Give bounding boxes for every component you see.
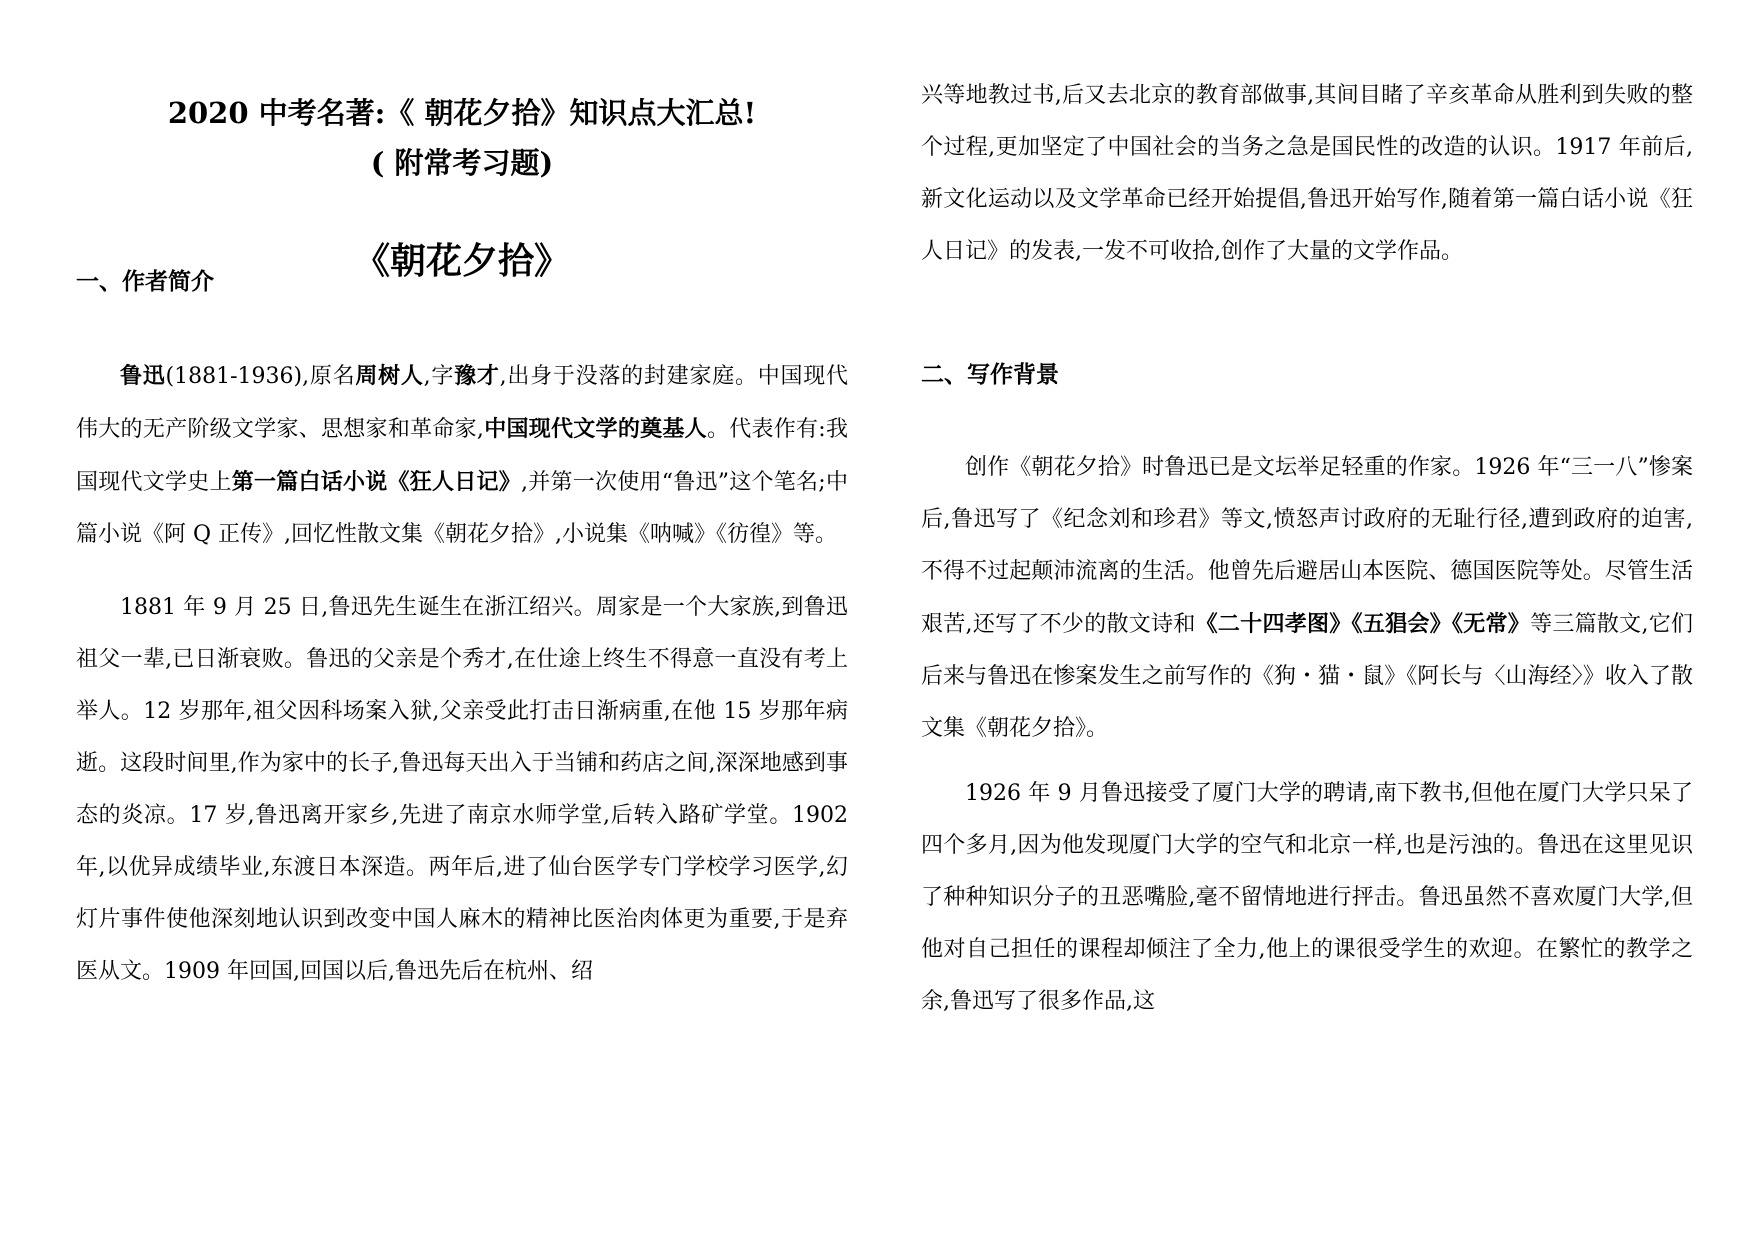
text-span: 。代表作有:我国现代文学史上 (76, 417, 848, 495)
bold-text-span: 中国现代文学的奠基人 (483, 416, 707, 442)
bold-text-span: 第一篇白话小说《狂人日记》 (231, 469, 522, 495)
book-title: 《朝花夕拾》 (353, 240, 570, 282)
title-line-1: 2020 中考名著:《 朝花夕拾》知识点大汇总! (167, 96, 757, 130)
bold-text-span: 周树人 (355, 363, 424, 389)
text-span: ,字 (423, 364, 455, 389)
bold-text-span: 《二十四孝图》《五猖会》《无常》 (1195, 611, 1531, 637)
section-heading-background: 二、写作背景 (921, 362, 1059, 388)
document-title (76, 88, 848, 188)
biography-continued-paragraph: 兴等地教过书,后又去北京的教育部做事,其间目睹了辛亥革命从胜利到失败的整个过程,更加坚定了中国社会的当务之急是国民性的改造的认识。1917 年前后,新文化运动以及文学革命已经开始提倡,鲁迅开始写作,随着第一篇白话小说《狂人日记》的发表,一发不可收拾,创作了大量的文学作品。 (921, 83, 1693, 264)
text-span: (1881-1936),原名 (165, 364, 356, 389)
text-span: ,并第一次使用“鲁迅”这个笔名;中篇小说《阿 Q 正传》,回忆性散文集《朝花夕拾》,小说集《呐喊》《彷徨》等。 (76, 470, 848, 547)
bold-text-span: 鲁迅 (120, 363, 166, 389)
author-biography-paragraph: 1881 年 9 月 25 日,鲁迅先生诞生在浙江绍兴。周家是一个大家族,到鲁迅祖父一辈,已日渐衰败。鲁迅的父亲是个秀才,在仕途上终生不得意一直没有考上举人。12 岁那年,祖父因科场案入狱,父亲受此打击日渐病重,在他 15 岁那年病逝。这段时间里,作为家中的长子,鲁迅每天出入于当铺和药店之间,深深地感到事态的炎凉。17 岁,鲁迅离开家乡,先进了南京水师学堂,后转入路矿学堂。1902 年,以优异成绩毕业,东渡日本深造。两年后,进了仙台医学专门学校学习医学,幻灯片事件使他深刻地认识到改变中国人麻木的精神比医治肉体更为重要,于是弃医从文。1909 年回国,回国以后,鲁迅先后在杭州、绍 (76, 595, 848, 984)
background-paragraph-2: 1926 年 9 月鲁迅接受了厦门大学的聘请,南下教书,但他在厦门大学只呆了四个多月,因为他发现厦门大学的空气和北京一样,也是污浊的。鲁迅在这里见识了种种知识分子的丑恶嘴脸,毫不留情地进行抨击。鲁迅虽然不喜欢厦门大学,但他对自己担任的课程却倾注了全力,他上的课很受学生的欢迎。在繁忙的教学之余,鲁迅写了很多作品,这 (921, 781, 1693, 1014)
text-span: 等三篇散文,它们后来与鲁迅在惨案发生之前写作的《狗・猫・鼠》《阿长与〈山海经〉》收入了散文集《朝花夕拾》。 (921, 612, 1693, 741)
background-paragraph-1 (921, 442, 1693, 755)
title-line-2: ( 附常考习题) (370, 146, 554, 180)
author-intro-paragraph (76, 350, 848, 561)
bold-text-span: 豫才 (454, 363, 500, 389)
section-heading-author: 一、作者简介 (76, 269, 214, 295)
text-span: ,出身于没落的封建家庭。中国现代伟大的无产阶级文学家、思想家和革命家, (76, 364, 848, 442)
text-span: 创作《朝花夕拾》时鲁迅已是文坛举足轻重的作家。1926 年“三一八”惨案后,鲁迅写了《纪念刘和珍君》等文,愤怒声讨政府的无耻行径,遭到政府的迫害,不得不过起颠沛流离的生活。他曾先后避居山本医院、德国医院等处。尽管生活艰苦,还写了不少的散文诗和 (921, 455, 1693, 637)
